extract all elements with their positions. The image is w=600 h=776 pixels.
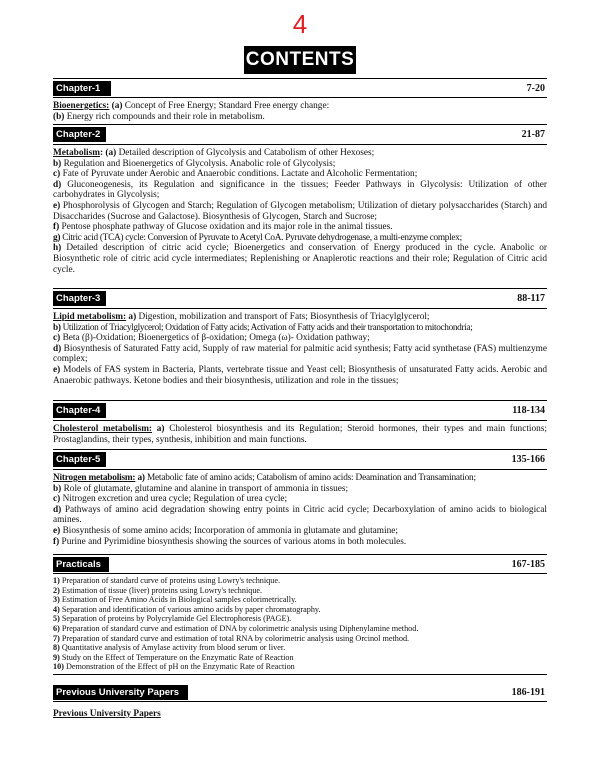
chapter-pages: 186-191: [511, 687, 545, 698]
list-item: 6) Preparation of standard curve and estimation of DNA by colorimetric analysis using Diphenylamine method.: [53, 623, 419, 633]
chapter-heading: Bioenergetics:: [53, 101, 110, 111]
chapter-pages: 21-87: [521, 129, 545, 140]
chapter-2-header: [53, 127, 547, 142]
list-item: 7) Preparation of standard curve and estimation of total RNA by colorimetric analysis using Orcinol method.: [53, 633, 410, 643]
page-number: 4: [292, 9, 308, 39]
divider-rule: [53, 449, 547, 450]
page-title: CONTENTS: [244, 46, 356, 74]
divider-rule: [53, 78, 547, 79]
divider-rule: [53, 573, 547, 574]
divider-rule: [53, 420, 547, 421]
list-item: 3) Estimation of Free Amino Acids in Biological samples colorimetrically.: [53, 595, 297, 605]
chapter-pages: 167-185: [511, 559, 545, 570]
papers-body: [53, 709, 547, 720]
chapter-3-header: [53, 291, 547, 306]
divider-rule: [53, 288, 547, 289]
divider-rule: [53, 97, 547, 98]
divider-rule: [53, 308, 547, 309]
list-item: 4) Separation and identification of various amino acids by paper chromatography.: [53, 604, 321, 614]
list-item: 8) Quantitative analysis of Amylase activity from blood serum or liver.: [53, 643, 286, 653]
chapter-label: Chapter-1: [53, 81, 111, 96]
chapter-label: Practicals: [53, 557, 109, 572]
list-item: 9) Study on the Effect of Temperature on the Enzymatic Rate of Reaction: [53, 652, 294, 662]
list-item: 10) Demonstration of the Effect of pH on the Enzymatic Rate of Reaction: [53, 662, 295, 672]
chapter-4-body: Cholesterol metabolism: a) Cholesterol biosynthesis and its Regulation; Steroid hormones, their types and main functions; Prostaglandins, their types, synthesis, inhibition and main functions.: [53, 424, 547, 445]
divider-rule: [53, 469, 547, 470]
chapter-label: Chapter-5: [53, 452, 106, 467]
chapter-label: Chapter-3: [53, 291, 106, 306]
chapter-5-header: [53, 452, 547, 467]
divider-rule: [53, 400, 547, 401]
chapter-pages: 135-166: [511, 454, 545, 465]
list-item: 1) Preparation of standard curve of proteins using Lowry's technique.: [53, 576, 281, 585]
list-item: 2) Estimation of tissue (liver) proteins using Lowry's technique.: [53, 585, 263, 595]
list-item: 5) Separation of proteins by Polycrylamide Gel Electrophoresis (PAGE).: [53, 614, 292, 624]
chapter-3-body: Lipid metabolism: a) Digestion, mobilization and transport of Fats; Biosynthesis of Triacylglycerol; b) Utilization of Triacylglycerol; Oxidation of Fatty acids; Activation of Fatty acids and their transportation to mitochondria; c) Beta (β)-Oxidation; Bioenergetics of β-oxidation; Omega (ω)- Oxidation pathway; d) Biosynthesis of Saturated Fatty acid, Supply of raw material for palmitic acid synthesis; Fatty acid synthetase (FAS) multienzyme complex; e) Models of FAS system in Bacteria, Plants, vertebrate tissue and Yeast cell; Biosynthesis of unsaturated Fatty acids. Aerobic and Anaerobic pathways. Ketone bodies and their biosynthesis, utilization and role in the tissues;: [53, 312, 548, 386]
chapter-pages: 88-117: [517, 293, 545, 304]
chapter-heading: Previous University Papers: [53, 709, 161, 719]
papers-header: [53, 685, 547, 700]
practicals-header: [53, 557, 547, 572]
chapter-pages: 118-134: [512, 405, 545, 416]
chapter-label: Chapter-2: [53, 127, 106, 142]
chapter-2-body: Metabolism: (a) Detailed description of Glycolysis and Catabolism of other Hexoses; b) Regulation and Bioenergetics of Glycolysis. Anabolic role of Glycolysis; c) Fate of Pyruvate under Aerobic and Anaerobic conditions. Lactate and Alcoholic Fermentation; d) Gluconeogenesis, its Regulation and significance in the tissues; Feeder Pathways in Glycolysis: Utilization of other carbohydrates in Glycolysis; e) Phosphorolysis of Glycogen and Starch; Regulation of Glycogen metabolism; Utilization of dietary polysaccharides (Starch) and Disaccharides (Sucrose and Galactose). Biosynthesis of Glycogen, Starch and Sucrose; f) Pentose phosphate pathway of Glucose oxidation and its major role in the animal tissues. g) Citric acid (TCA) cycle: Conversion of Pyruvate to Acetyl CoA. Pyruvate dehydrogenase, a multi-enzyme complex; h) Detailed description of citric acid cycle; Bioenergetics and conservation of Energy produced in the cycle. Anabolic or Biosynthetic role of citric acid cycle intermediates; Replenishing or Anaplerotic reactions and their role; Regulation of Citric acid cycle.: [53, 148, 548, 275]
chapter-4-header: [53, 403, 547, 418]
divider-rule: [53, 144, 547, 145]
chapter-label: Chapter-4: [53, 403, 106, 418]
practicals-list: [53, 576, 547, 672]
divider-rule: [53, 701, 547, 702]
chapter-heading: Cholesterol metabolism:: [53, 424, 153, 434]
chapter-5-body: Nitrogen metabolism: a) Metabolic fate of amino acids; Catabolism of amino acids: Deamination and Transamination; b) Role of glutamate, glutamine and alanine in transport of ammonia in tissues; c) Nitrogen excretion and urea cycle; Regulation of urea cycle; d) Pathways of amino acid degradation showing entry points in Citric acid cycle; Decarboxylation of amino acids to biological amines. e) Biosynthesis of some amino acids; Incorporation of ammonia in glutamate and glutamine; f) Purine and Pyrimidine biosynthesis showing the sources of various atoms in both molecules.: [53, 473, 548, 547]
chapter-1-body: Bioenergetics: (a) Concept of Free Energy; Standard Free energy change: (b) Energy rich compounds and their role in metabolism.: [53, 101, 330, 122]
chapter-heading: Metabolism: [53, 148, 100, 158]
chapter-heading: Nitrogen metabolism:: [53, 473, 136, 483]
chapter-heading: Lipid metabolism:: [53, 312, 127, 322]
chapter-1-header: [53, 81, 547, 96]
chapter-label: Previous University Papers: [53, 685, 188, 700]
divider-rule: [53, 674, 547, 675]
divider-rule: [53, 124, 547, 125]
divider-rule: [53, 554, 547, 555]
chapter-pages: 7-20: [526, 83, 545, 94]
